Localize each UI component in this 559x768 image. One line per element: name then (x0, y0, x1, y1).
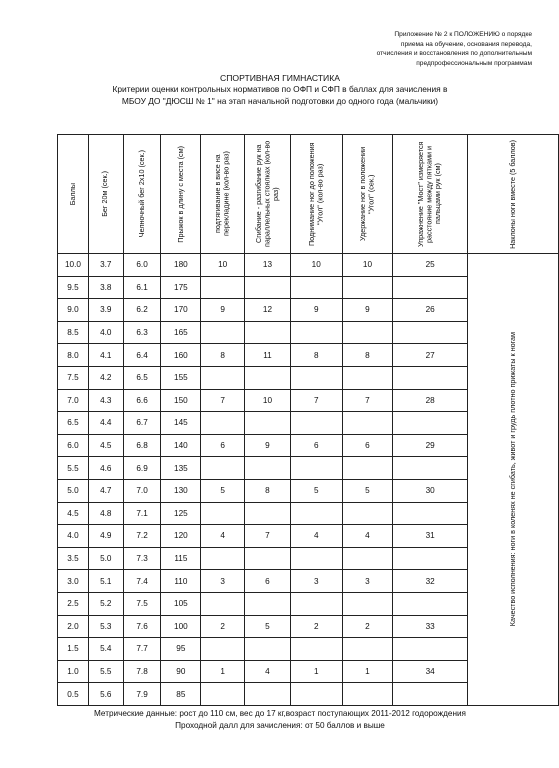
table-cell (342, 276, 393, 299)
table-cell (245, 547, 291, 570)
table-cell: 1.5 (58, 638, 89, 661)
table-cell: 3.7 (88, 254, 123, 277)
table-cell (201, 592, 245, 615)
table-cell: 8 (290, 344, 342, 367)
table-cell: 6 (245, 570, 291, 593)
table-cell: 10 (201, 254, 245, 277)
table-cell (342, 321, 393, 344)
header-cell (88, 135, 123, 254)
table-cell (342, 366, 393, 389)
header-label: Прыжок в длину с места (см) (175, 145, 185, 243)
table-cell: 5.4 (88, 638, 123, 661)
table-cell: 34 (393, 660, 468, 683)
table-cell: 180 (161, 254, 201, 277)
table-cell: 7.5 (58, 366, 89, 389)
table-cell (245, 502, 291, 525)
table-cell: 4.7 (88, 479, 123, 502)
table-cell: 1 (290, 660, 342, 683)
header-label: Упражнение "Мост" измеряется расстояние между пятками и пальцами рук (см) (416, 141, 443, 247)
table-cell (245, 683, 291, 706)
table-cell: 7.3 (123, 547, 161, 570)
table-cell: 10 (245, 389, 291, 412)
table-cell (245, 321, 291, 344)
header-cell (123, 135, 161, 254)
table-cell (393, 592, 468, 615)
table-cell: 10.0 (58, 254, 89, 277)
table-cell: 4.3 (88, 389, 123, 412)
table-cell (393, 366, 468, 389)
table-cell (393, 412, 468, 435)
table-cell: 6 (342, 434, 393, 457)
table-cell (393, 547, 468, 570)
table-cell (245, 592, 291, 615)
table-cell: 7.4 (123, 570, 161, 593)
table-cell: 100 (161, 615, 201, 638)
header-label: Поднимание ног до положения "Угол" (кол-во раз) (306, 142, 325, 246)
table-cell: 105 (161, 592, 201, 615)
document-subtitle: Критерии оценки контрольных нормативов по ОФП и СФП в баллах для зачисления в МБОУ ДО "ДЮСШ № 1" на этап начальной подготовки до одного года (мальчики) (112, 84, 448, 106)
table-cell: 9.5 (58, 276, 89, 299)
table-cell: 140 (161, 434, 201, 457)
header-cell (245, 135, 291, 254)
table-cell: 5.1 (88, 570, 123, 593)
table-cell: 6.5 (123, 366, 161, 389)
table-cell: 5.5 (88, 660, 123, 683)
table-cell (290, 321, 342, 344)
header-cell (58, 135, 89, 254)
table-cell: 5.0 (58, 479, 89, 502)
table-cell: 6.3 (123, 321, 161, 344)
header-cell (393, 135, 468, 254)
table-cell: 7.0 (123, 479, 161, 502)
table-cell: 3.8 (88, 276, 123, 299)
table-cell (342, 547, 393, 570)
table-cell: 130 (161, 479, 201, 502)
table-cell (290, 276, 342, 299)
table-cell: 4 (245, 660, 291, 683)
table-cell: 6.0 (123, 254, 161, 277)
table-cell (393, 502, 468, 525)
document-title: СПОРТИВНАЯ ГИМНАСТИКА (220, 73, 340, 83)
table-cell: 30 (393, 479, 468, 502)
table-cell: 6.5 (58, 412, 89, 435)
table-cell (393, 276, 468, 299)
table-cell: 4 (290, 525, 342, 548)
header-cell (467, 135, 558, 254)
table-cell: 4.6 (88, 457, 123, 480)
table-cell: 11 (245, 344, 291, 367)
table-cell: 7.2 (123, 525, 161, 548)
table-cell: 110 (161, 570, 201, 593)
table-cell: 145 (161, 412, 201, 435)
table-cell: 9 (201, 299, 245, 322)
table-cell: 9 (245, 434, 291, 457)
table-cell: 29 (393, 434, 468, 457)
table-cell (201, 366, 245, 389)
table-cell (290, 592, 342, 615)
table-cell: 28 (393, 389, 468, 412)
table-cell: 10 (342, 254, 393, 277)
table-cell: 12 (245, 299, 291, 322)
table-cell (290, 412, 342, 435)
table-cell: 2 (290, 615, 342, 638)
table-cell: 4.4 (88, 412, 123, 435)
table-cell: 5 (290, 479, 342, 502)
norms-table (57, 134, 559, 706)
table-cell: 0.5 (58, 683, 89, 706)
table-cell: 175 (161, 276, 201, 299)
table-cell: 170 (161, 299, 201, 322)
table-cell: 3.0 (58, 570, 89, 593)
table-cell (342, 638, 393, 661)
header-label: подтягивание в висе на перекладине (кол-во раз) (213, 151, 231, 237)
table-cell: 6 (201, 434, 245, 457)
table-cell: 3.9 (88, 299, 123, 322)
quality-note-cell (467, 254, 558, 706)
table-cell (393, 683, 468, 706)
table-cell: 4.9 (88, 525, 123, 548)
table-cell: 31 (393, 525, 468, 548)
table-cell: 1 (201, 660, 245, 683)
table-cell (342, 592, 393, 615)
table-cell (393, 321, 468, 344)
table-cell: 1.0 (58, 660, 89, 683)
table-cell: 32 (393, 570, 468, 593)
header-label: Наклоны ноги вместе (5 баллов) (507, 139, 517, 249)
table-cell: 8.0 (58, 344, 89, 367)
header-label: Бег 20м (сек.) (100, 171, 110, 217)
table-cell: 9.0 (58, 299, 89, 322)
table-cell (342, 683, 393, 706)
table-cell (201, 683, 245, 706)
table-cell: 7 (290, 389, 342, 412)
table-cell: 90 (161, 660, 201, 683)
table-cell: 150 (161, 389, 201, 412)
table-cell: 6.0 (58, 434, 89, 457)
table-cell: 6.2 (123, 299, 161, 322)
table-cell: 120 (161, 525, 201, 548)
table-body (58, 254, 559, 706)
table-cell (245, 276, 291, 299)
header-cell (161, 135, 201, 254)
table-cell: 13 (245, 254, 291, 277)
table-cell: 4.2 (88, 366, 123, 389)
table-cell: 6 (290, 434, 342, 457)
table-cell: 7 (201, 389, 245, 412)
table-cell: 26 (393, 299, 468, 322)
table-cell (342, 502, 393, 525)
table-cell (201, 412, 245, 435)
table-cell: 2 (342, 615, 393, 638)
table-cell: 7 (245, 525, 291, 548)
table-cell (201, 502, 245, 525)
table-cell (201, 457, 245, 480)
table-cell: 115 (161, 547, 201, 570)
table-cell: 6.8 (123, 434, 161, 457)
appendix-line: предпрофессиональным программам (416, 59, 532, 67)
table-cell (245, 638, 291, 661)
table-cell: 2.5 (58, 592, 89, 615)
table-cell (393, 457, 468, 480)
table-cell: 95 (161, 638, 201, 661)
appendix-header (300, 30, 532, 68)
table-cell (393, 638, 468, 661)
header-cell (342, 135, 393, 254)
table-cell: 8 (342, 344, 393, 367)
table-cell: 7.1 (123, 502, 161, 525)
table-cell (245, 457, 291, 480)
table-cell: 10 (290, 254, 342, 277)
table-cell: 4.8 (88, 502, 123, 525)
table-cell (201, 321, 245, 344)
table-cell (342, 412, 393, 435)
table-cell: 4.0 (88, 321, 123, 344)
header-label: Удержание ног в положении "Угол" (сек.) (357, 146, 376, 242)
table-cell (290, 638, 342, 661)
table-cell (201, 276, 245, 299)
table-cell: 8 (245, 479, 291, 502)
table-cell: 7.0 (58, 389, 89, 412)
table-cell: 6.4 (123, 344, 161, 367)
table-cell (342, 457, 393, 480)
table-cell: 3 (342, 570, 393, 593)
quality-note: Качество исполнения: ноги в коленях не сгибать, живот и грудь плотно прижаты к ногам (508, 332, 518, 627)
table-cell: 27 (393, 344, 468, 367)
table-header-row (58, 135, 559, 254)
table-cell: 7.8 (123, 660, 161, 683)
table-cell: 7.7 (123, 638, 161, 661)
table-cell: 25 (393, 254, 468, 277)
table-cell: 7 (342, 389, 393, 412)
table-cell (201, 638, 245, 661)
table-cell: 8.5 (58, 321, 89, 344)
table-cell: 3 (290, 570, 342, 593)
table-cell: 165 (161, 321, 201, 344)
header-label: Баллы (67, 182, 77, 206)
table-cell (245, 412, 291, 435)
table-cell (290, 366, 342, 389)
table-cell: 7.5 (123, 592, 161, 615)
table-cell: 3.5 (58, 547, 89, 570)
table-cell (245, 366, 291, 389)
document-titles (60, 72, 500, 107)
table-cell (290, 502, 342, 525)
table-cell: 5.6 (88, 683, 123, 706)
table-cell (201, 547, 245, 570)
footer-passing-score: Проходной далл для зачисления: от 50 баллов и выше (175, 721, 385, 731)
table-cell: 5.2 (88, 592, 123, 615)
table-cell: 6.1 (123, 276, 161, 299)
table-cell: 5.3 (88, 615, 123, 638)
table-cell: 5.5 (58, 457, 89, 480)
table-cell (290, 547, 342, 570)
table-cell: 7.6 (123, 615, 161, 638)
footer (40, 708, 520, 733)
table-cell: 6.6 (123, 389, 161, 412)
table-cell: 4.0 (58, 525, 89, 548)
table-cell: 5 (201, 479, 245, 502)
table-cell: 2.0 (58, 615, 89, 638)
table-cell (290, 457, 342, 480)
table-cell: 160 (161, 344, 201, 367)
table-cell: 4 (342, 525, 393, 548)
table-cell: 3 (201, 570, 245, 593)
header-cell (201, 135, 245, 254)
table-cell: 4.5 (58, 502, 89, 525)
table-cell: 6.9 (123, 457, 161, 480)
table-cell: 9 (342, 299, 393, 322)
table-cell: 8 (201, 344, 245, 367)
table-cell: 85 (161, 683, 201, 706)
table-cell: 155 (161, 366, 201, 389)
table-cell: 1 (342, 660, 393, 683)
appendix-line: Приложение № 2 к ПОЛОЖЕНИЮ о порядке (394, 31, 532, 38)
table-cell: 4.5 (88, 434, 123, 457)
table-row (58, 254, 559, 277)
header-cell (290, 135, 342, 254)
table-cell: 2 (201, 615, 245, 638)
table-cell: 6.7 (123, 412, 161, 435)
table-cell: 4 (201, 525, 245, 548)
table-cell: 5 (245, 615, 291, 638)
header-label: Челночный бег 2х10 (сек.) (136, 150, 146, 238)
table-cell: 135 (161, 457, 201, 480)
table-cell: 9 (290, 299, 342, 322)
table-cell: 33 (393, 615, 468, 638)
table-cell: 7.9 (123, 683, 161, 706)
table-cell: 5.0 (88, 547, 123, 570)
table-cell: 4.1 (88, 344, 123, 367)
header-label: Сгибание - разгибание рук на параллельных стоялках (кол-во раз) (253, 140, 280, 248)
appendix-line: отчисления и восстановления по дополнительным (376, 50, 532, 58)
table-cell: 5 (342, 479, 393, 502)
table-cell (290, 683, 342, 706)
appendix-line: приема на обучение, основания перевода, (400, 40, 532, 48)
footer-metrics: Метрические данные: рост до 110 см, вес до 17 кг,возраст поступающих 2011-2012 годорождения (94, 709, 466, 718)
table-cell: 125 (161, 502, 201, 525)
